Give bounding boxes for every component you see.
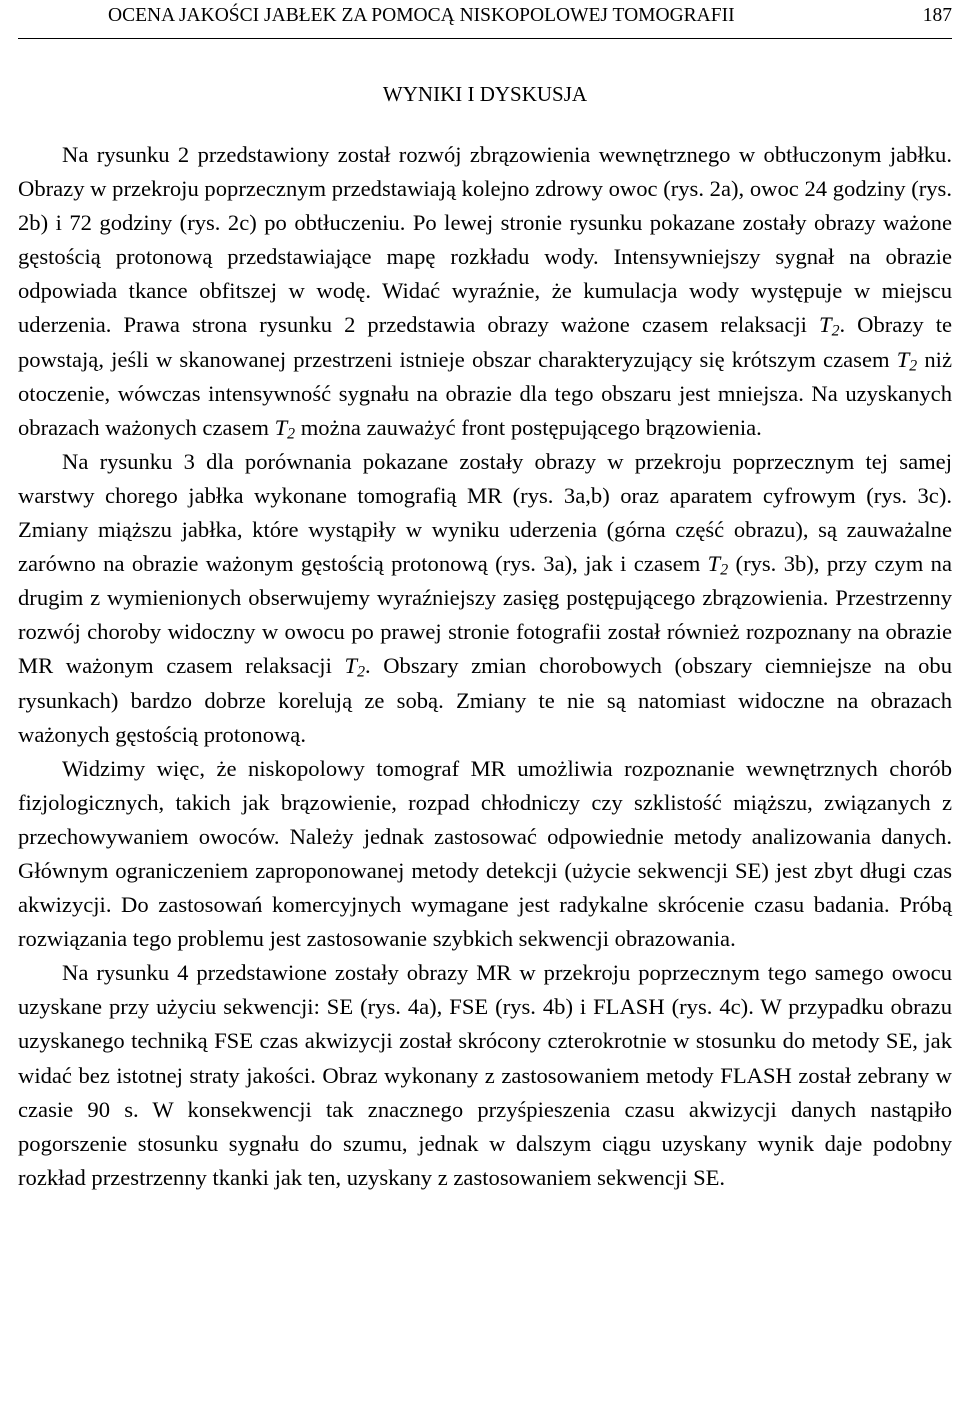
paragraph-3: Widzimy więc, że niskopolowy tomograf MR umożliwia rozpoznanie wewnętrznych chorób fizjologicznych, takich jak brązowienie, rozpad chłodniczy czy szklistość miąższu, związanych z przechowywaniem owoców. Należy jednak zastosować odpowiednie metody analizowania danych. Głównym ograniczeniem zaproponowanej metody detekcji (użycie sekwencji SE) jest zbyt długi czas akwizycji. Do zastosowań komercyjnych wymagane jest radykalne skrócenie czasu badania. Próbą rozwiązania tego problemu jest zastosowanie szybkich sekwencji obrazowania. (18, 755, 952, 952)
paragraph-2-part-3: . Obszary zmian chorobowych (obszary ciemniejsze na obu rysunkach) bardzo dobrze korelują ze sobą. Zmiany te nie są natomiast widoczne na obrazach ważonych gęstością protonową. (18, 653, 953, 747)
t2-symbol: $T_2$ (896, 346, 918, 375)
paragraph-1-part-2: . Obrazy te powstają, jeśli w skanowanej przestrzeni istnieje obszar charakteryzujący się krótszym czasem (18, 312, 952, 372)
paragraph-2 (18, 445, 952, 752)
t2-symbol: $T_2$ (344, 653, 365, 681)
paragraph-1-part-1: Na rysunku 2 przedstawiony został rozwój zbrązowienia wewnętrznego w obtłuczonym jabłku. Obrazy w przekroju poprzecznym przedstawiają kolejno zdrowy owoc (rys. 2a), owoc 24 godziny (rys. 2b) i 72 godziny (rys. 2c) po obtłuczeniu. Po lewej stronie rysunku pokazane zostały obrazy ważone gęstością protonową przedstawiające mapę rozkładu wody. Intensywniejszy sygnał na obrazie odpowiada tkance obfitszej w wodę. Widać wyraźnie, że kumulacja wody występuje w miejscu uderzenia. Prawa strona rysunku 2 przedstawia obrazy ważone czasem relaksacji (18, 142, 952, 338)
paper-page (18, 0, 952, 1410)
paragraph-2-part-2: (rys. 3b), przy czym na drugim z wymienionych obserwujemy wyraźniejszy zasięg postępującego zbrązowienia. Przestrzenny rozwój choroby widoczny w owocu po prawej stronie fotografii został również rozpoznany na obrazie MR ważonym czasem relaksacji (18, 551, 953, 679)
t2-symbol: $T_2$ (819, 312, 840, 340)
running-header (18, 0, 952, 39)
paragraph-2-part-1: Na rysunku 3 dla porównania pokazane zostały obrazy w przekroju poprzecznym tej samej warstwy chorego jabłka wykonane tomografią MR (rys. 3a,b) oraz aparatem cyfrowym (rys. 3c). Zmiany miąższu jabłka, które wystąpiły w wyniku uderzenia (górna część obrazu), są zauważalne zarówno na obrazie ważonym gęstością protonową (rys. 3a), jak i czasem (18, 448, 952, 577)
paragraph-4: Na rysunku 4 przedstawione zostały obrazy MR w przekroju poprzecznym tego samego owocu uzyskane przy użyciu sekwencji: SE (rys. 4a), FSE (rys. 4b) i FLASH (rys. 4c). W przypadku obrazu uzyskanego techniką FSE czas akwizycji został skrócony czterokrotnie w stosunku do metody SE, jak widać bez istotnej straty jakości. Obraz wykonany z zastosowaniem metody FLASH został zebrany w czasie 90 s. W konsekwencji tak znacznego przyśpieszenia czasu akwizycji danych nastąpiło pogorszenie stosunku sygnału do szumu, jednak w dalszym ciągu uzyskany wynik daje podobny rozkład przestrzenny tkanki jak ten, uzyskany z zastosowaniem sekwencji SE. (18, 960, 952, 1190)
paragraph-1 (18, 138, 952, 445)
body-text (18, 138, 952, 1195)
running-title: OCENA JAKOŚCI JABŁEK ZA POMOCĄ NISKOPOLOWEJ TOMOGRAFII (108, 5, 735, 26)
section-heading: WYNIKI I DYSKUSJA (382, 82, 588, 106)
paragraph-1-part-3: niż otoczenie, wówczas intensywność sygnału na obrazie dla tego obszaru jest mniejsza. Na uzyskanych obrazach ważonych czasem (18, 346, 952, 440)
page-number: 187 (922, 5, 952, 26)
t2-symbol: $T_2$ (707, 551, 729, 579)
paragraph-1-part-4: można zauważyć front postępującego brązowienia. (300, 414, 762, 440)
t2-symbol: $T_2$ (274, 414, 296, 443)
